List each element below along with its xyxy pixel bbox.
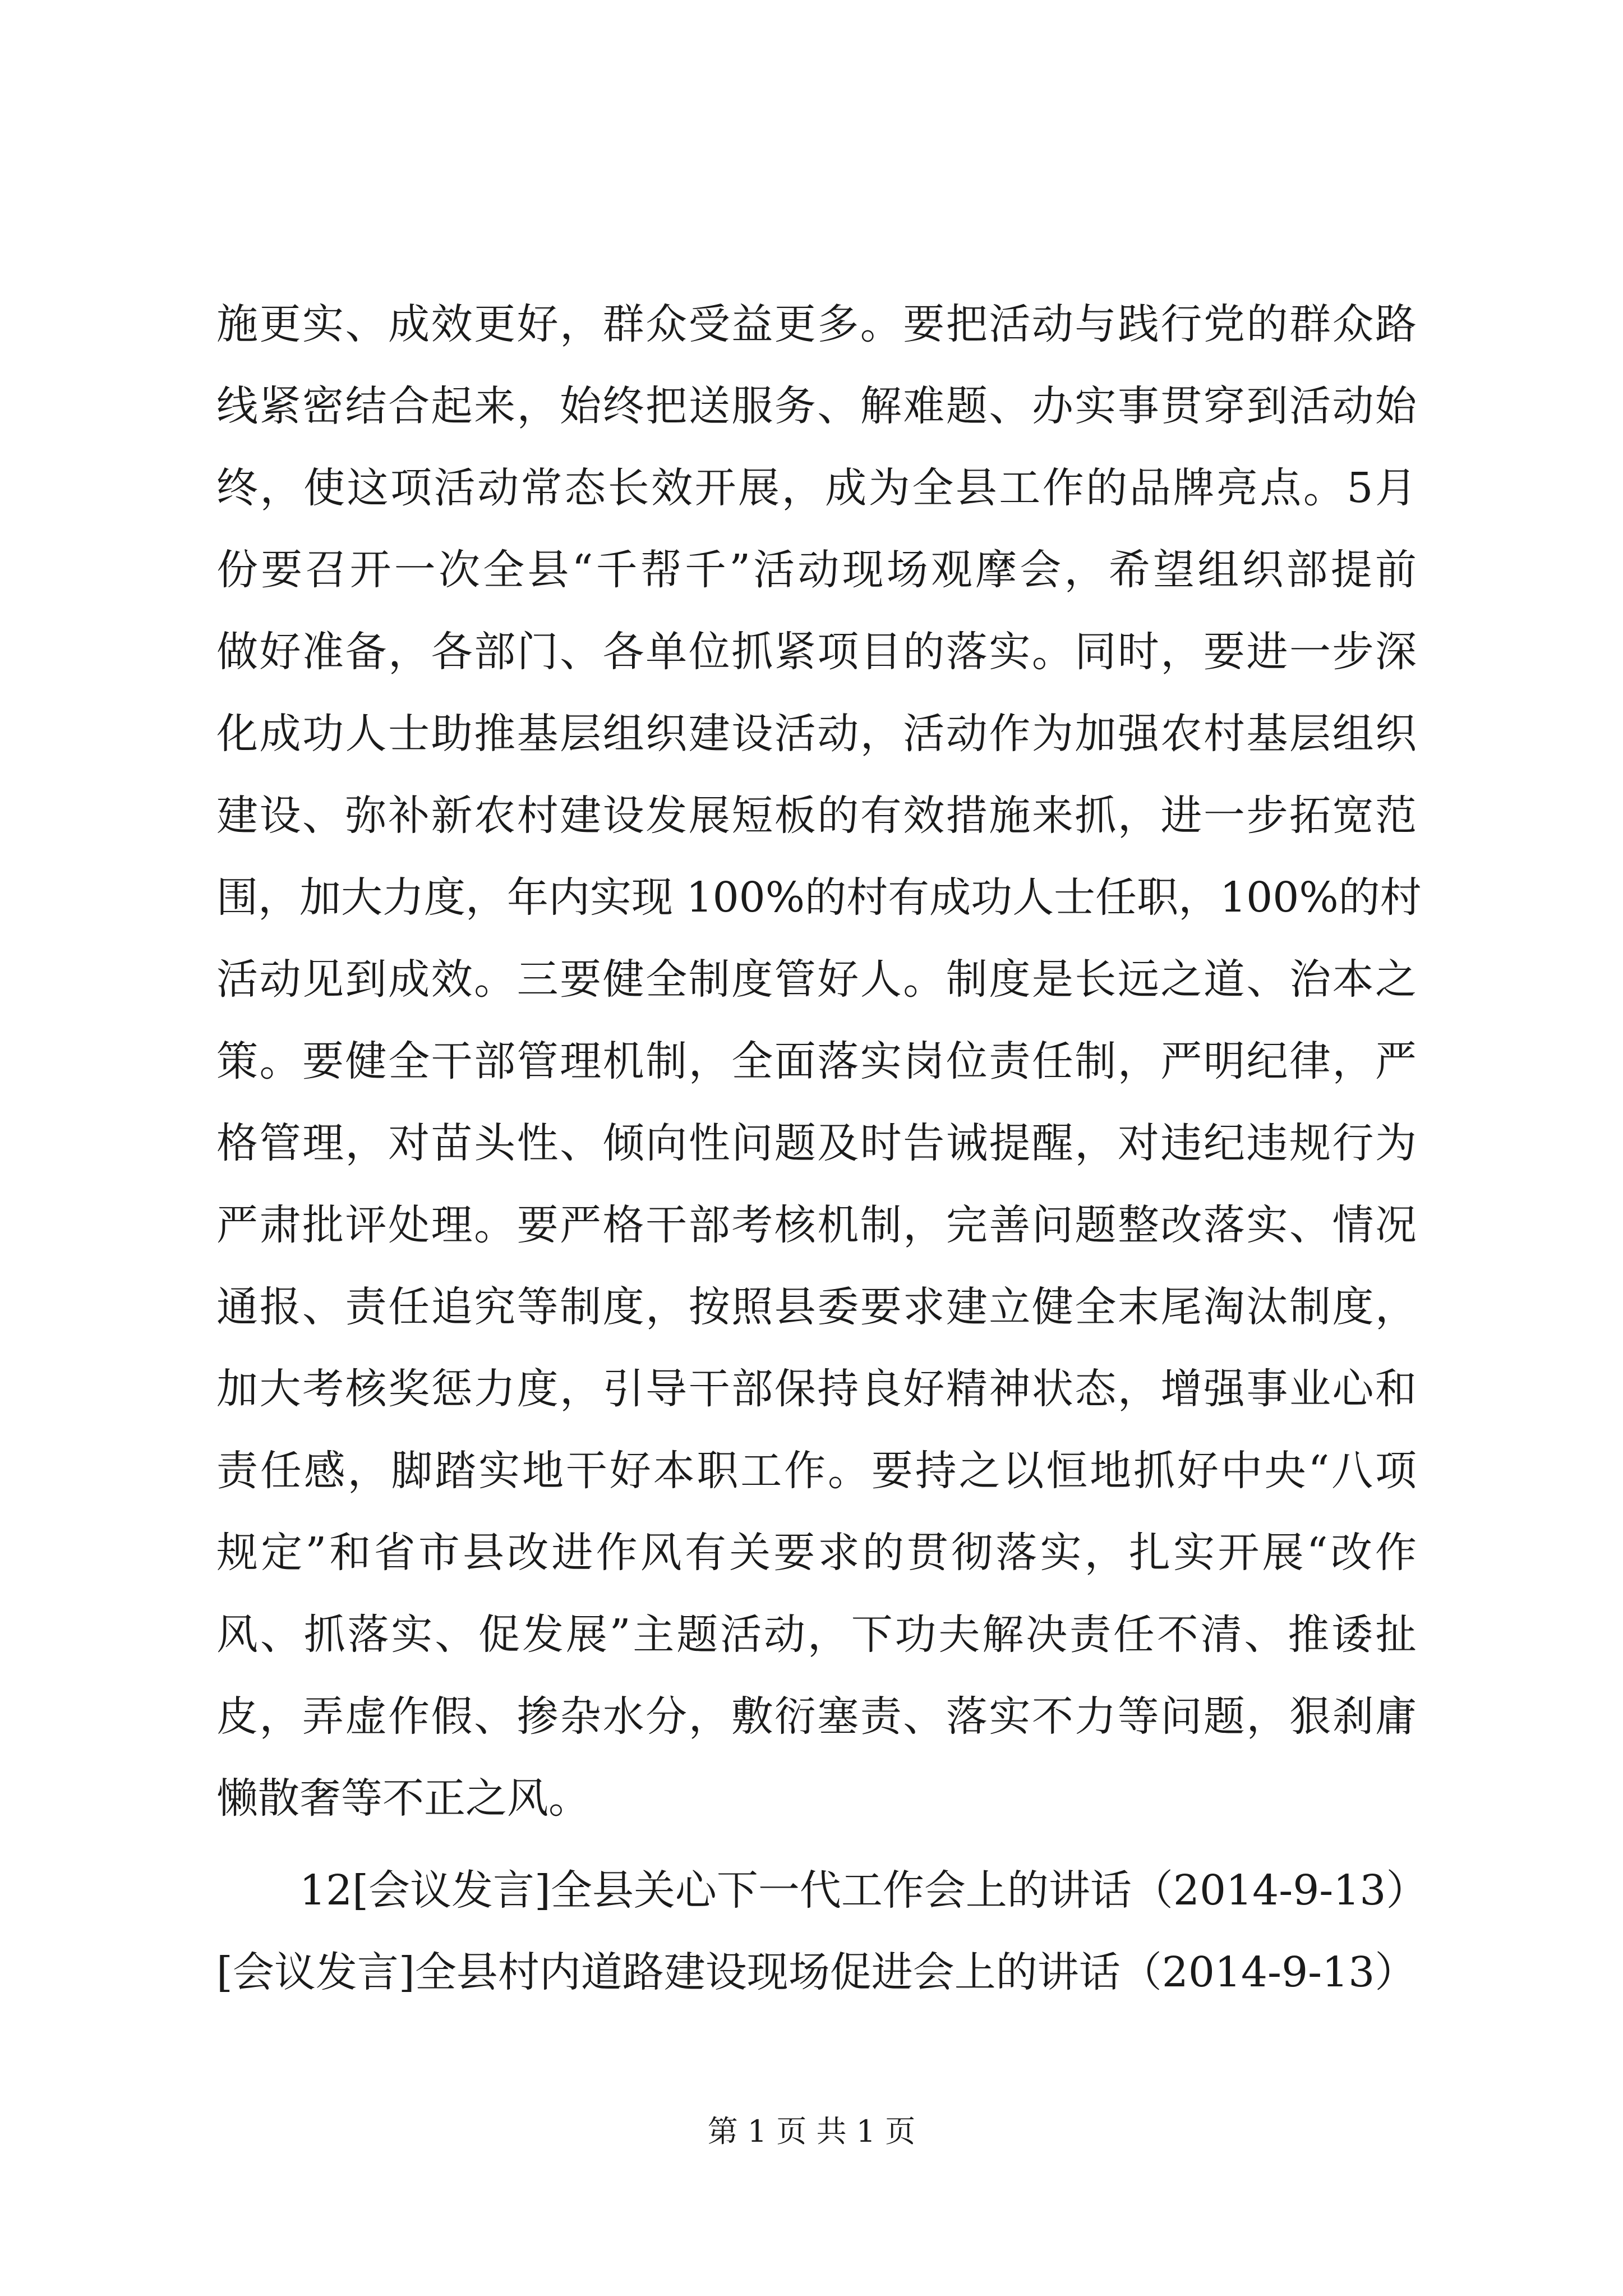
paragraph-line-3: 终，使这项活动常态长效开展，成为全县工作的品牌亮点。5月	[216, 464, 1417, 512]
paragraph-line-16: 规定”和省市县改进作风有关要求的贯彻落实，扎实开展“改作	[216, 1529, 1417, 1577]
paragraph-line-15: 责任感，脚踏实地干好本职工作。要持之以恒地抓好中央“八项	[216, 1447, 1417, 1495]
paragraph-line-8: 围，加大力度，年内实现 100%的村有成功人士任职，100%的村	[216, 873, 1422, 922]
paragraph-line-9: 活动见到成效。三要健全制度管好人。制度是长远之道、治本之	[216, 955, 1417, 1004]
paragraph-line-12: 严肃批评处理。要严格干部考核机制，完善问题整改落实、情况	[216, 1201, 1417, 1249]
paragraph-line-1: 施更实、成效更好，群众受益更多。要把活动与践行党的群众路	[216, 300, 1417, 348]
paragraph-line-10: 策。要健全干部管理机制，全面落实岗位责任制，严明纪律，严	[216, 1037, 1417, 1085]
paragraph-line-17: 风、抓落实、促发展”主题活动，下功夫解决责任不清、推诿扯	[216, 1611, 1417, 1659]
paragraph-line-19: 懒散奢等不正之风。	[216, 1774, 590, 1823]
related-article-link-2[interactable]: [会议发言]全县村内道路建设现场促进会上的讲话（2014-9-13）	[216, 1948, 1417, 1996]
page-number-footer: 第 1 页 共 1 页	[707, 2114, 916, 2149]
paragraph-line-11: 格管理，对苗头性、倾向性问题及时告诫提醒，对违纪违规行为	[216, 1119, 1417, 1167]
related-article-link-1[interactable]: 12[会议发言]全县关心下一代工作会上的讲话（2014-9-13）	[299, 1866, 1428, 1915]
paragraph-line-6: 化成功人士助推基层组织建设活动，活动作为加强农村基层组织	[216, 710, 1417, 758]
paragraph-line-2: 线紧密结合起来，始终把送服务、解难题、办实事贯穿到活动始	[216, 382, 1417, 430]
paragraph-line-5: 做好准备，各部门、各单位抓紧项目的落实。同时，要进一步深	[216, 628, 1417, 676]
paragraph-line-14: 加大考核奖惩力度，引导干部保持良好精神状态，增强事业心和	[216, 1365, 1417, 1413]
paragraph-line-13: 通报、责任追究等制度，按照县委要求建立健全末尾淘汰制度，	[216, 1283, 1417, 1331]
paragraph-line-18: 皮，弄虚作假、掺杂水分，敷衍塞责、落实不力等问题，狠刹庸	[216, 1692, 1417, 1741]
paragraph-line-7: 建设、弥补新农村建设发展短板的有效措施来抓，进一步拓宽范	[216, 792, 1417, 840]
paragraph-line-4: 份要召开一次全县“千帮千”活动现场观摩会，希望组织部提前	[216, 546, 1417, 594]
